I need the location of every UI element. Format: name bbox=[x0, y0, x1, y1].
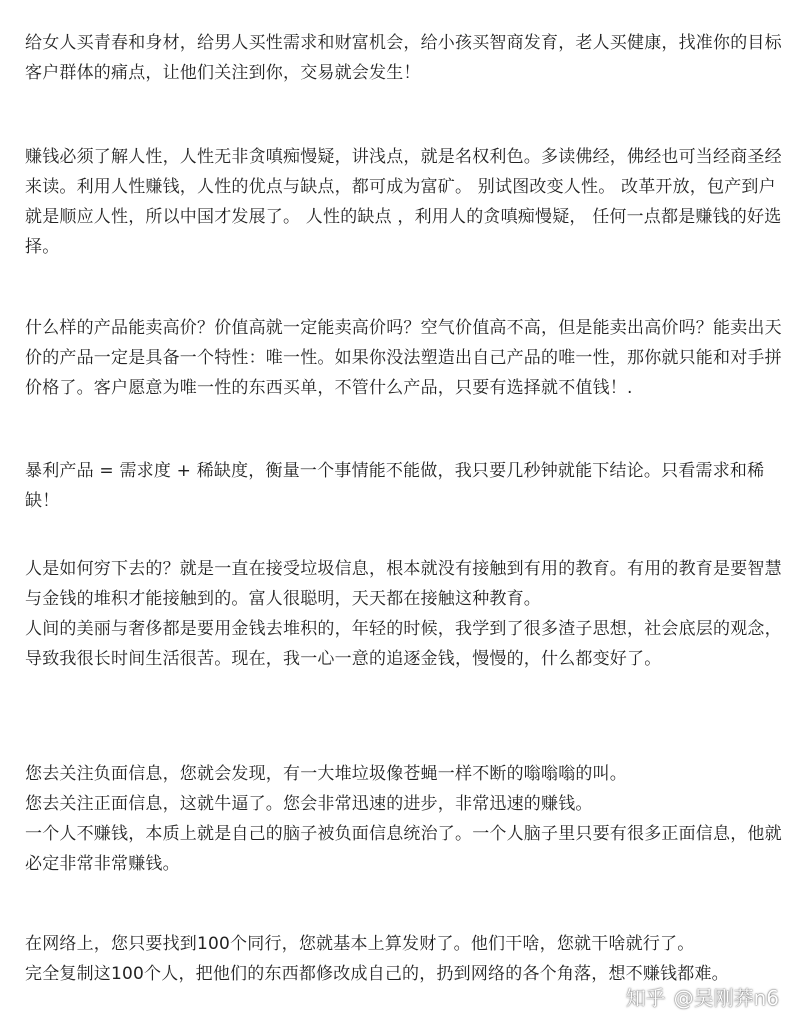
text-line: 人间的美丽与奢侈都是要用金钱去堆积的，年轻的时候，我学到了很多渣子思想，社会底层的观念， bbox=[25, 619, 782, 639]
paragraph-human-nature bbox=[25, 142, 785, 262]
text-line: 人是如何穷下去的？就是一直在接受垃圾信息，根本就没有接触到有用的教育。有用的教育是要智慧 bbox=[25, 559, 782, 579]
text-line: 就是顺应人性，所以中国才发展了。 人性的缺点 ，利用人的贪嗔痴慢疑， 任何一点都是赚钱的好选 bbox=[25, 207, 782, 227]
text-line: 与金钱的堆积才能接触到的。富人很聪明，天天都在接触这种教育。 bbox=[25, 589, 541, 609]
watermark bbox=[626, 982, 779, 1011]
text-line: 您去关注负面信息，您就会发现，有一大堆垃圾像苍蝇一样不断的嗡嗡嗡的叫。 bbox=[25, 764, 627, 784]
text-line: 一个人不赚钱，本质上就是自己的脑子被负面信息统治了。一个人脑子里只要有很多正面信息，他就 bbox=[25, 824, 782, 844]
text-line: 在网络上，您只要找到100个同行，您就基本上算发财了。他们干啥，您就干啥就行了。 bbox=[25, 934, 695, 954]
paragraph-uniqueness bbox=[25, 313, 785, 403]
text-line: 暴利产品 = 需求度 + 稀缺度，衡量一个事情能不能做，我只要几秒钟就能下结论。只看需求和稀 bbox=[25, 461, 765, 481]
text-line: 价的产品一定是具备一个特性：唯一性。如果你没法塑造出自己产品的唯一性，那你就只能和对手拼 bbox=[25, 348, 782, 368]
text-line: 缺！ bbox=[25, 491, 60, 511]
paragraph-poverty bbox=[25, 554, 785, 674]
text-line: 来读。利用人性赚钱，人性的优点与缺点，都可成为富矿。 别试图改变人性。 改革开放，包产到户 bbox=[25, 177, 776, 197]
zhihu-logo: 知乎 bbox=[625, 986, 666, 1010]
text-line: 必定非常非常赚钱。 bbox=[25, 854, 180, 874]
paragraph-profit-formula bbox=[25, 456, 785, 516]
text-line: 完全复制这100个人，把他们的东西都修改成自己的，扔到网络的各个角落，想不赚钱都难。 bbox=[25, 964, 729, 984]
paragraph-information bbox=[25, 759, 785, 879]
paragraph-target-customers bbox=[25, 28, 785, 88]
paragraph-network bbox=[25, 929, 785, 989]
text-line: 客户群体的痛点，让他们关注到你，交易就会发生！ bbox=[25, 63, 421, 83]
text-line: 赚钱必须了解人性，人性无非贪嗔痴慢疑，讲浅点，就是名权利色。多读佛经，佛经也可当经商圣经 bbox=[25, 147, 782, 167]
text-line: 择。 bbox=[25, 237, 60, 257]
text-line: 价格了。客户愿意为唯一性的东西买单，不管什么产品，只要有选择就不值钱！. bbox=[25, 378, 633, 398]
text-line: 您去关注正面信息，这就牛逼了。您会非常迅速的进步，非常迅速的赚钱。 bbox=[25, 794, 593, 814]
watermark-author: @吴刚莽n6 bbox=[673, 986, 779, 1010]
text-line: 导致我很长时间生活很苦。现在，我一心一意的追逐金钱，慢慢的，什么都变好了。 bbox=[25, 649, 662, 669]
text-line: 什么样的产品能卖高价？价值高就一定能卖高价吗？空气价值高不高，但是能卖出高价吗？能卖出天 bbox=[25, 318, 782, 338]
text-line: 给女人买青春和身材，给男人买性需求和财富机会，给小孩买智商发育，老人买健康，找准你的目标 bbox=[25, 33, 782, 53]
